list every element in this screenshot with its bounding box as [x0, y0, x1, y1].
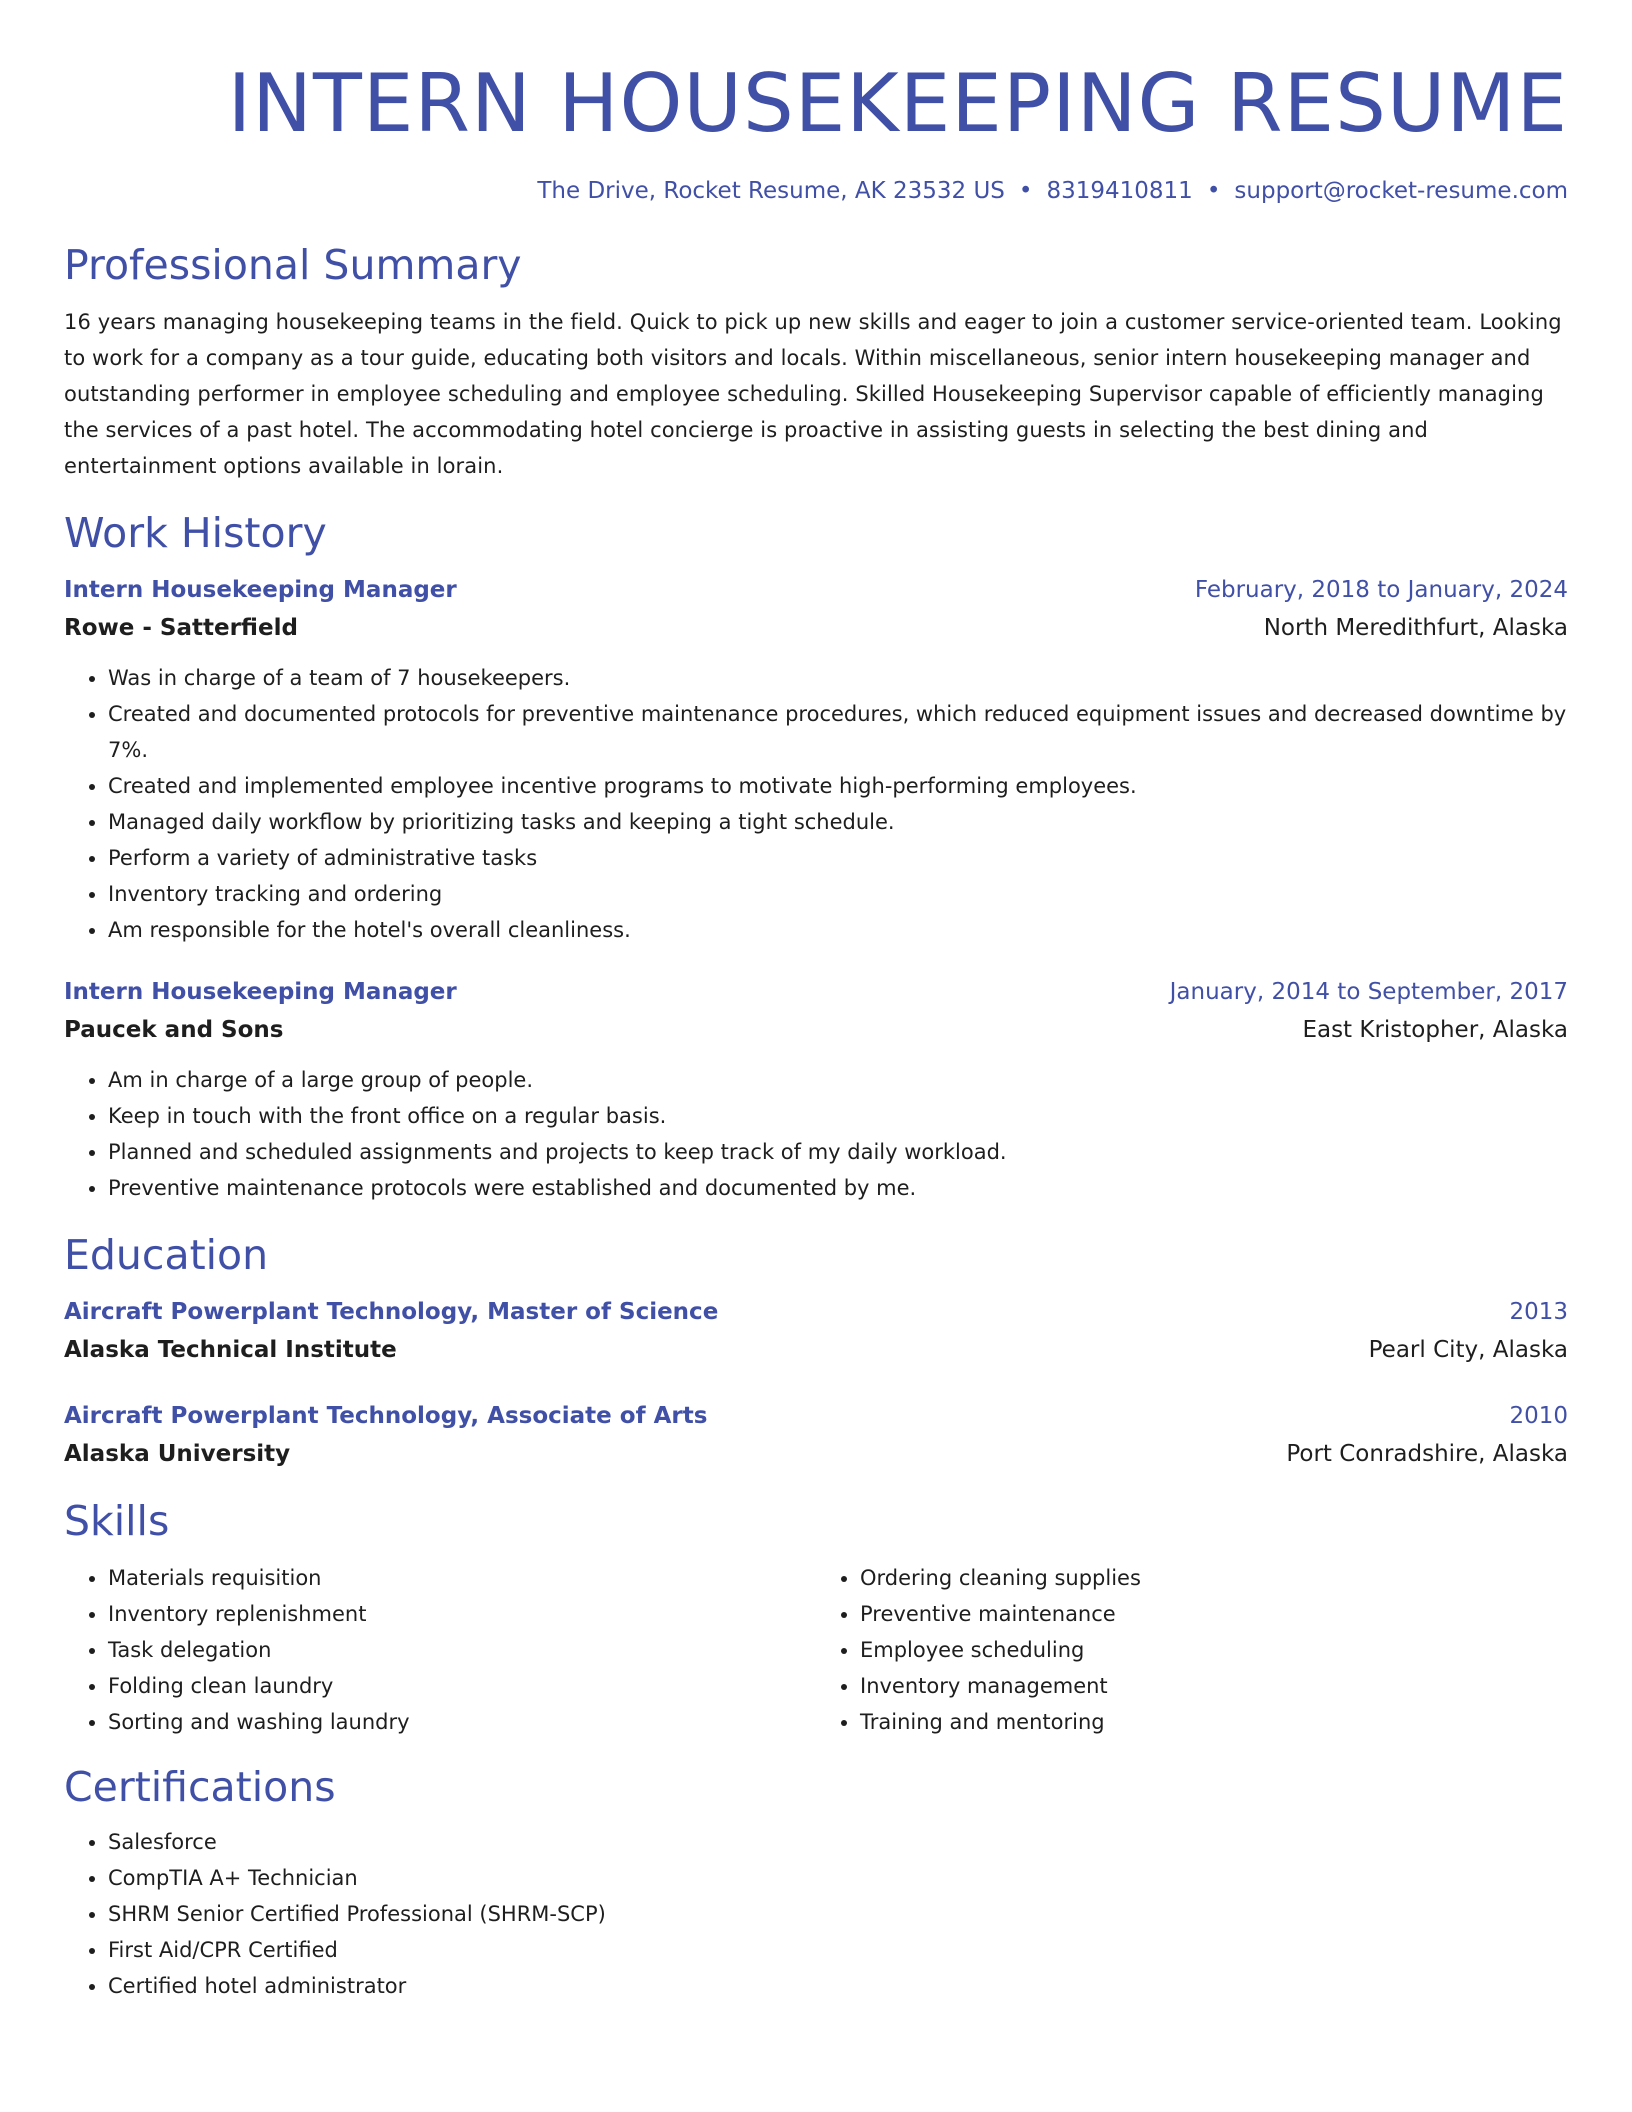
list-item: • Am in charge of a large group of people. — [108, 1062, 1568, 1098]
contact-email: support@rocket-resume.com — [1234, 178, 1568, 204]
list-item: • Inventory replenishment — [108, 1596, 816, 1632]
list-item: • Inventory tracking and ordering — [108, 876, 1568, 912]
list-item: • Was in charge of a team of 7 housekeepers. — [108, 660, 1568, 696]
job-role: Intern Housekeeping Manager — [64, 577, 457, 603]
summary-heading: Professional Summary — [64, 241, 522, 289]
education-school: Alaska University — [64, 1441, 291, 1467]
skills-heading: Skills — [64, 1497, 170, 1545]
education-entry — [64, 1294, 1568, 1370]
job-company: Paucek and Sons — [64, 1017, 284, 1043]
education-year: 2010 — [1509, 1403, 1568, 1429]
job-header-row — [64, 974, 1568, 1010]
list-item: • Planned and scheduled assignments and projects to keep track of my daily workload. — [108, 1134, 1568, 1170]
list-item: • Materials requisition — [108, 1560, 816, 1596]
summary-text: 16 years managing housekeeping teams in the field. Quick to pick up new skills and eager to join a customer service-oriented team. Looking to work for a company as a tour guide, educating both visitors and locals. Within miscellaneous, senior intern housekeeping manager and outstanding performer in employee scheduling and employee scheduling. Skilled Housekeeping Supervisor capable of efficiently managing the services of a past hotel. The accommodating hotel concierge is proactive in assisting guests in selecting the best dining and entertainment options available in lorain. — [64, 310, 1562, 478]
job-header-row — [64, 572, 1568, 608]
list-item: • Inventory management — [860, 1668, 1568, 1704]
skills-list-left — [64, 1560, 816, 1740]
education-school-row — [64, 1330, 1568, 1370]
job-entry — [64, 974, 1568, 1206]
list-item: • First Aid/CPR Certified — [108, 1932, 1568, 1968]
education-year: 2013 — [1509, 1299, 1568, 1325]
contact-address: The Drive, Rocket Resume, AK 23532 US — [537, 178, 1005, 204]
list-item: • Preventive maintenance protocols were established and documented by me. — [108, 1170, 1568, 1206]
job-dates: February, 2018 to January, 2024 — [1194, 577, 1568, 603]
job-role: Intern Housekeeping Manager — [64, 979, 457, 1005]
list-item: • Training and mentoring — [860, 1704, 1568, 1740]
list-item: • Perform a variety of administrative tasks — [108, 840, 1568, 876]
list-item: • Employee scheduling — [860, 1632, 1568, 1668]
work-history-heading: Work History — [64, 509, 327, 557]
education-school: Alaska Technical Institute — [64, 1337, 397, 1363]
contact-phone: 8319410811 — [1046, 178, 1193, 204]
list-item: • Task delegation — [108, 1632, 816, 1668]
job-location: North Meredithfurt, Alaska — [1263, 615, 1568, 641]
list-item: • Sorting and washing laundry — [108, 1704, 816, 1740]
list-item: • Created and implemented employee incentive programs to motivate high-performing employees. — [108, 768, 1568, 804]
job-bullets — [64, 1062, 1568, 1206]
education-header-row — [64, 1398, 1568, 1434]
job-company-row — [64, 1010, 1568, 1050]
list-item: • Certified hotel administrator — [108, 1968, 1568, 2004]
list-item: • Ordering cleaning supplies — [860, 1560, 1568, 1596]
education-degree: Aircraft Powerplant Technology, Master of Science — [64, 1299, 719, 1325]
education-degree: Aircraft Powerplant Technology, Associate of Arts — [64, 1403, 708, 1429]
education-location: Pearl City, Alaska — [1368, 1337, 1568, 1363]
skills-grid — [64, 1560, 1568, 1740]
contact-separator: • — [1206, 178, 1221, 204]
contact-separator: • — [1018, 178, 1033, 204]
list-item: • Managed daily workflow by prioritizing tasks and keeping a tight schedule. — [108, 804, 1568, 840]
skills-list-right — [816, 1560, 1568, 1740]
resume-title: INTERN HOUSEKEEPING RESUME — [227, 57, 1568, 150]
job-company: Rowe - Satterfield — [64, 615, 298, 641]
education-school-row — [64, 1434, 1568, 1474]
list-item: • CompTIA A+ Technician — [108, 1860, 1568, 1896]
list-item: • SHRM Senior Certified Professional (SHRM-SCP) — [108, 1896, 1568, 1932]
education-header-row — [64, 1294, 1568, 1330]
list-item: • Preventive maintenance — [860, 1596, 1568, 1632]
education-heading: Education — [64, 1231, 269, 1279]
list-item: • Am responsible for the hotel's overall cleanliness. — [108, 912, 1568, 948]
resume-page — [64, 0, 1568, 2004]
list-item: • Created and documented protocols for preventive maintenance procedures, which reduced equipment issues and decreased downtime by 7%. — [108, 696, 1568, 768]
certifications-list — [64, 1824, 1568, 2004]
job-company-row — [64, 608, 1568, 648]
certifications-heading: Certifications — [64, 1763, 336, 1811]
job-location: East Kristopher, Alaska — [1302, 1017, 1568, 1043]
job-bullets — [64, 660, 1568, 948]
contact-line — [64, 176, 1568, 206]
list-item: • Salesforce — [108, 1824, 1568, 1860]
education-entry — [64, 1398, 1568, 1474]
list-item: • Keep in touch with the front office on a regular basis. — [108, 1098, 1568, 1134]
education-location: Port Conradshire, Alaska — [1286, 1441, 1568, 1467]
list-item: • Folding clean laundry — [108, 1668, 816, 1704]
job-dates: January, 2014 to September, 2017 — [1169, 979, 1568, 1005]
job-entry — [64, 572, 1568, 948]
